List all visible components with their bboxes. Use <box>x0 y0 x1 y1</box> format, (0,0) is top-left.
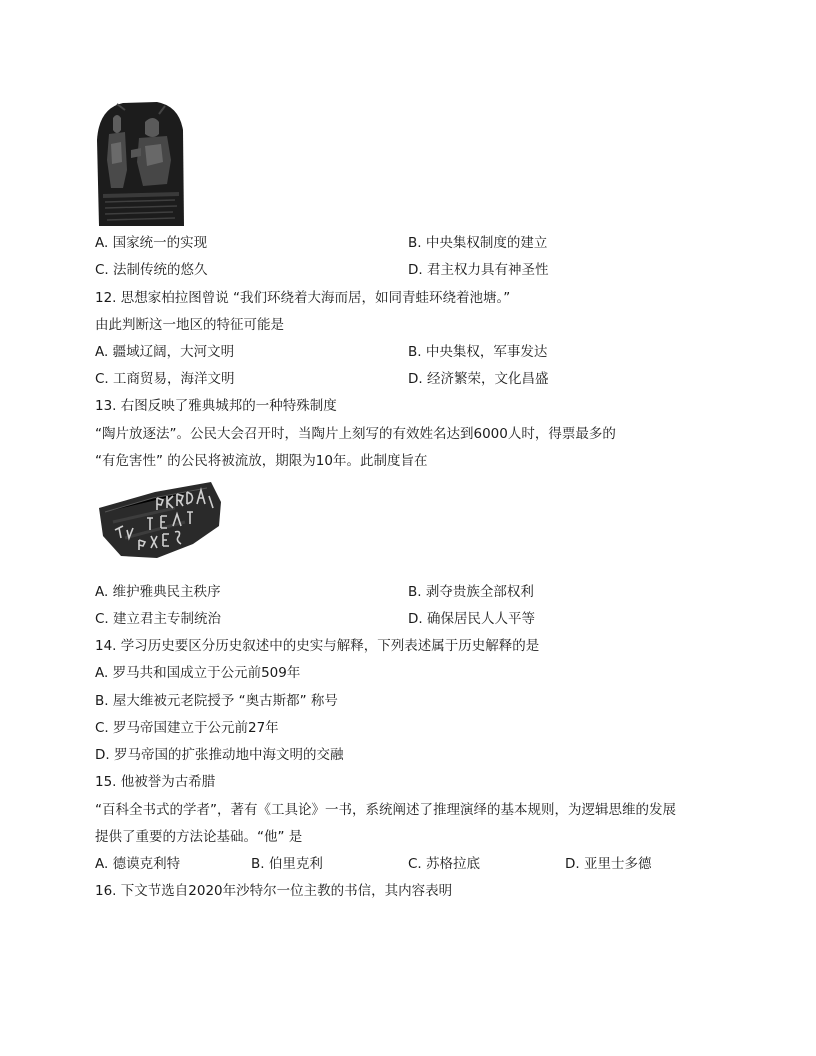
q15-stem-line3: 提供了重要的方法论基础。“他” 是 <box>95 829 303 845</box>
q12-option-a: A. 疆域辽阔，大河文明 <box>95 344 235 360</box>
q13-stem-line3: “有危害性” 的公民将被流放，期限为10年。此制度旨在 <box>95 453 428 469</box>
q15-option-d: D. 亚里士多德 <box>565 856 652 872</box>
q15-option-a: A. 德谟克利特 <box>95 856 181 872</box>
q12-stem-line1: 12. 思想家柏拉图曾说 “我们环绕着大海而居，如同青蛙环绕着池塘。” <box>95 290 511 306</box>
q11-option-c: C. 法制传统的悠久 <box>95 262 208 278</box>
q11-option-b: B. 中央集权制度的建立 <box>408 235 548 251</box>
q15-option-c: C. 苏格拉底 <box>408 856 481 872</box>
ostracon-image <box>95 478 225 562</box>
q15-stem-line1: 15. 他被誉为古希腊 <box>95 774 216 790</box>
q11-option-d: D. 君主权力具有神圣性 <box>408 262 549 278</box>
q15-option-b: B. 伯里克利 <box>251 856 323 872</box>
q12-stem-line2: 由此判断这一地区的特征可能是 <box>95 317 284 333</box>
q14-option-a: A. 罗马共和国成立于公元前509年 <box>95 665 301 681</box>
q16-stem: 16. 下文节选自2020年沙特尔一位主教的书信，其内容表明 <box>95 883 453 899</box>
stele-image <box>95 100 185 226</box>
q14-option-b: B. 屋大维被元老院授予 “奥古斯都” 称号 <box>95 693 338 709</box>
q12-option-b: B. 中央集权，军事发达 <box>408 344 548 360</box>
q13-stem-line2: “陶片放逐法”。公民大会召开时，当陶片上刻写的有效姓名达到6000人时，得票最多的 <box>95 426 616 442</box>
q13-stem-line1: 13. 右图反映了雅典城邦的一种特殊制度 <box>95 398 337 414</box>
q11-option-a: A. 国家统一的实现 <box>95 235 208 251</box>
q13-option-c: C. 建立君主专制统治 <box>95 611 222 627</box>
q15-stem-line2: “百科全书式的学者”，著有《工具论》一书，系统阐述了推理演绎的基本规则，为逻辑思维的发展 <box>95 802 676 818</box>
q14-option-d: D. 罗马帝国的扩张推动地中海文明的交融 <box>95 747 344 763</box>
q13-option-d: D. 确保居民人人平等 <box>408 611 535 627</box>
q12-option-d: D. 经济繁荣，文化昌盛 <box>408 371 549 387</box>
q14-option-c: C. 罗马帝国建立于公元前27年 <box>95 720 279 736</box>
q14-stem: 14. 学习历史要区分历史叙述中的史实与解释，下列表述属于历史解释的是 <box>95 638 540 654</box>
q13-option-a: A. 维护雅典民主秩序 <box>95 584 221 600</box>
q13-option-b: B. 剥夺贵族全部权利 <box>408 584 534 600</box>
q12-option-c: C. 工商贸易，海洋文明 <box>95 371 235 387</box>
